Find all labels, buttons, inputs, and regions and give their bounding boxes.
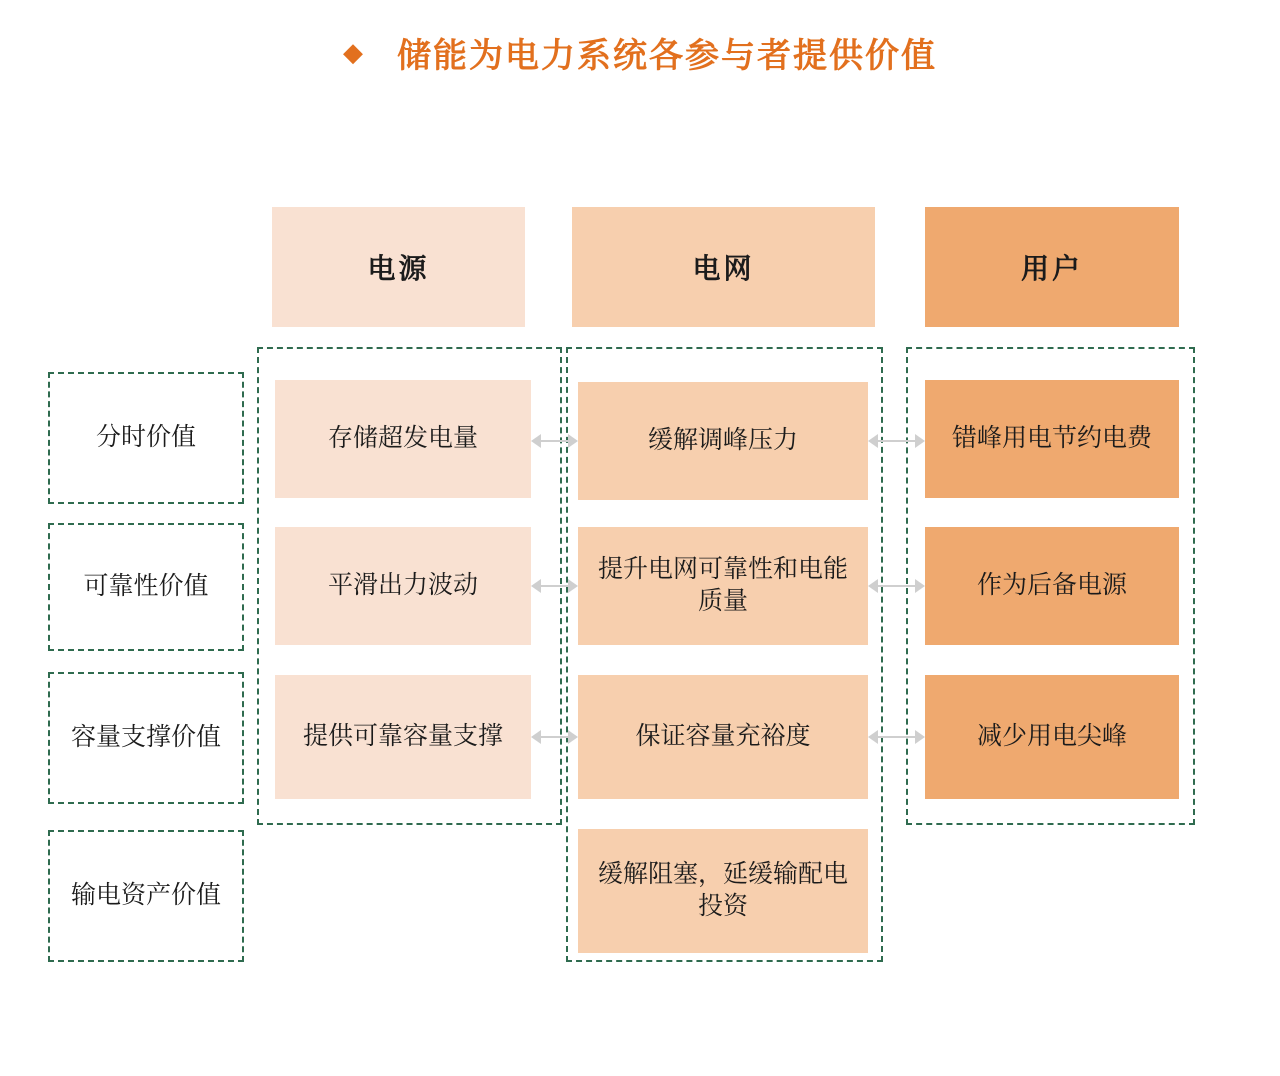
connector-line [876, 736, 917, 738]
connector-source-grid-row1 [531, 434, 578, 448]
card-grid-2-text: 提升电网可靠性和电能质量 [597, 555, 848, 615]
arrow-head-right-icon [568, 434, 578, 448]
connector-grid-user-row3 [868, 730, 925, 744]
row-label-time-shift-value [48, 372, 244, 504]
column-header-grid-label: 电网 [692, 254, 755, 285]
arrow-head-right-icon [915, 730, 925, 744]
row-label-capacity-value-text: 容量支撑价值 [70, 723, 221, 751]
arrow-head-left-icon [868, 730, 878, 744]
row-label-time-shift-value-text: 分时价值 [95, 423, 196, 451]
connector-line [876, 440, 917, 442]
row-label-transmission-value [48, 830, 244, 962]
card-user-2 [925, 527, 1179, 645]
card-user-3 [925, 675, 1179, 799]
arrow-head-left-icon [531, 579, 541, 593]
column-header-source [272, 207, 525, 327]
column-header-source-label: 电源 [367, 254, 430, 285]
page-title-text: 储能为电力系统各参与者提供价值 [397, 38, 937, 75]
connector-line [539, 585, 570, 587]
card-user-1 [925, 380, 1179, 498]
arrow-head-right-icon [915, 434, 925, 448]
connector-grid-user-row1 [868, 434, 925, 448]
card-grid-1 [578, 382, 868, 500]
card-user-1-text: 错峰用电节约电费 [951, 424, 1152, 452]
card-source-3 [275, 675, 531, 799]
connector-line [876, 585, 917, 587]
row-label-transmission-value-text: 输电资产价值 [70, 881, 221, 909]
card-source-3-text: 提供可靠容量支撑 [302, 722, 503, 750]
card-user-3-text: 减少用电尖峰 [976, 722, 1127, 750]
card-source-1 [275, 380, 531, 498]
arrow-head-right-icon [568, 730, 578, 744]
arrow-head-left-icon [531, 730, 541, 744]
connector-grid-user-row2 [868, 579, 925, 593]
arrow-head-left-icon [868, 579, 878, 593]
column-header-user-label: 用户 [1020, 254, 1083, 285]
card-grid-4-text: 缓解阻塞，延缓输配电投资 [597, 860, 848, 920]
card-grid-3-text: 保证容量充裕度 [635, 722, 811, 750]
card-grid-1-text: 缓解调峰压力 [647, 426, 798, 454]
connector-line [539, 440, 570, 442]
arrow-head-right-icon [568, 579, 578, 593]
connector-line [539, 736, 570, 738]
page-title [0, 28, 1280, 77]
connector-source-grid-row2 [531, 579, 578, 593]
column-header-user [925, 207, 1179, 327]
card-grid-2 [578, 527, 868, 645]
arrow-head-left-icon [531, 434, 541, 448]
arrow-head-left-icon [868, 434, 878, 448]
row-label-reliability-value [48, 523, 244, 651]
column-header-grid [572, 207, 875, 327]
card-grid-4 [578, 829, 868, 953]
row-label-capacity-value [48, 672, 244, 804]
card-source-2-text: 平滑出力波动 [327, 571, 478, 599]
arrow-head-right-icon [915, 579, 925, 593]
card-user-2-text: 作为后备电源 [976, 571, 1127, 599]
card-grid-3 [578, 675, 868, 799]
card-source-1-text: 存储超发电量 [327, 424, 478, 452]
card-source-2 [275, 527, 531, 645]
connector-source-grid-row3 [531, 730, 578, 744]
row-label-reliability-value-text: 可靠性价值 [83, 572, 209, 600]
diamond-bullet-icon: ◆ [343, 37, 363, 67]
